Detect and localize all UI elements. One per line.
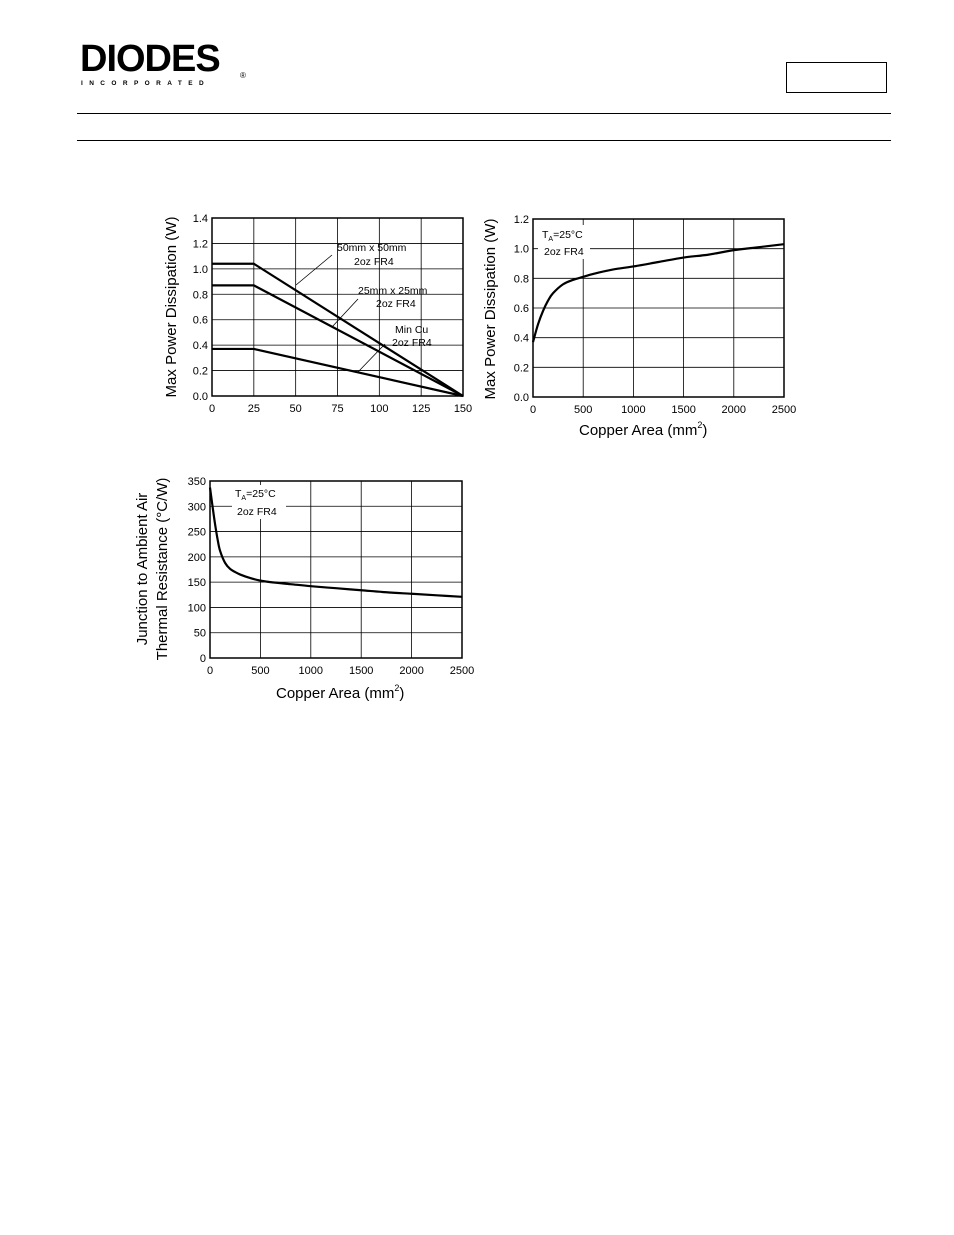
chart3-y-tick-label: 50 (193, 627, 206, 640)
chart1-y-tick-label: 0.6 (192, 314, 208, 327)
chart2-note-t: T (542, 229, 549, 241)
diodes-logo (80, 40, 250, 88)
chart1-y-tick-label: 1.0 (192, 263, 208, 276)
chart1-y-tick-label: 0.8 (192, 289, 208, 302)
header-rule-bottom (77, 140, 891, 141)
chart3-note-rest: =25°C (246, 488, 276, 500)
chart1-x-tick-label: 0 (208, 403, 216, 415)
chart3-y-axis-label-line1: Junction to Ambient Air (134, 492, 151, 646)
chart3-y-tick-label: 0 (199, 653, 206, 665)
chart2-x-axis-label (579, 420, 707, 439)
chart1-annotation-mincu (358, 324, 432, 372)
header-rule-top (77, 113, 891, 114)
chart3-x-axis-label-main: Copper Area (mm (276, 685, 395, 702)
chart1-annotation-25mm-line2: 2oz FR4 (376, 298, 416, 310)
chart2-x-axis-label-end: ) (702, 422, 708, 439)
chart3-x-tick-label: 500 (251, 665, 270, 677)
chart1-x-tick-label: 50 (289, 403, 302, 415)
chart3-y-tick-label: 250 (187, 526, 206, 539)
chart2-y-tick-label: 0.4 (513, 332, 529, 345)
chart2-x-axis-label-main: Copper Area (mm (579, 422, 698, 439)
chart3-y-tick-label: 150 (187, 577, 206, 590)
chart2-note-line1 (542, 229, 583, 243)
chart1-y-axis-label: Max Power Dissipation (W) (163, 216, 180, 398)
chart3-x-tick-label: 2500 (449, 665, 475, 677)
chart3-y-tick-label: 300 (187, 501, 206, 514)
chart2-y-tick-label: 1.2 (513, 214, 529, 226)
chart3-x-tick-label: 1000 (298, 665, 324, 677)
chart-power-derating-svg (160, 205, 480, 430)
chart1-annotation-25mm (332, 285, 428, 327)
chart2-x-axis-label-sup: 2 (697, 420, 703, 430)
chart1-x-tick-label: 75 (331, 403, 344, 415)
chart-thermal-resistance (130, 468, 480, 708)
chart2-x-tick-label: 2000 (721, 404, 747, 416)
chart2-x-tick-label: 500 (574, 404, 593, 416)
chart1-annotation-50mm-line1: 50mm x 50mm (337, 242, 407, 254)
part-number-box (786, 62, 887, 93)
chart1-x-tick-label: 25 (247, 403, 260, 415)
chart-thermal-resistance-svg (130, 468, 480, 708)
chart2-x-tick-label: 2500 (771, 404, 797, 416)
chart3-note-t: T (235, 488, 242, 500)
chart3-x-tick-label: 0 (206, 665, 214, 677)
chart1-y-tick-label: 1.2 (192, 238, 208, 251)
chart3-y-tick-label: 100 (187, 602, 206, 615)
chart1-x-tick-label: 100 (370, 403, 389, 415)
chart1-annotation-50mm-line2: 2oz FR4 (354, 256, 394, 268)
chart2-y-tick-label: 0.6 (513, 303, 529, 315)
chart1-y-tick-label: 1.4 (192, 213, 208, 225)
chart1-annotation-mincu-line2: 2oz FR4 (392, 337, 432, 349)
chart1-y-tick-label: 0.0 (192, 391, 208, 403)
chart1-annotation-50mm (296, 242, 407, 285)
chart1-annotation-mincu-line1: Min Cu (395, 324, 429, 336)
logo-registered-mark: ® (240, 71, 246, 80)
chart-power-vs-copper-area (480, 205, 810, 445)
chart2-note-rest: =25°C (553, 229, 583, 241)
chart3-x-axis-label (276, 683, 404, 702)
chart-power-vs-copper-area-svg (480, 205, 810, 445)
chart1-leader-25mm (332, 299, 358, 327)
chart2-y-tick-label: 0.0 (513, 392, 529, 404)
chart3-y-tick-label: 200 (187, 551, 206, 564)
chart1-annotation-25mm-line1: 25mm x 25mm (358, 285, 428, 297)
chart1-leader-50mm (296, 255, 332, 285)
chart2-x-tick-label: 0 (529, 404, 537, 416)
chart2-x-tick-label: 1500 (671, 404, 696, 416)
chart3-note-sub: A (241, 495, 247, 502)
chart-power-derating (160, 205, 480, 430)
chart2-note-line2: 2oz FR4 (544, 246, 584, 258)
chart1-y-tick-label: 0.4 (192, 340, 208, 353)
chart2-y-tick-label: 1.0 (513, 243, 529, 256)
chart2-y-tick-label: 0.8 (513, 273, 529, 286)
logo-subtext: INCORPORATED (81, 80, 211, 87)
chart2-note-sub: A (548, 236, 554, 243)
chart1-x-tick-label: 125 (411, 403, 431, 415)
chart1-x-tick-label: 150 (453, 403, 473, 415)
chart3-x-axis-label-sup: 2 (394, 683, 400, 693)
chart3-note-line1 (235, 488, 276, 502)
chart3-y-axis-label-line2: Thermal Resistance (°C/W) (154, 477, 171, 661)
logo-wordmark: DIODES (80, 40, 220, 80)
chart3-x-axis-label-end: ) (399, 685, 405, 702)
chart3-note-line2: 2oz FR4 (237, 506, 277, 518)
chart3-x-tick-label: 1500 (348, 665, 374, 677)
chart1-y-tick-label: 0.2 (192, 365, 208, 378)
chart2-x-tick-label: 1000 (621, 404, 646, 416)
chart2-y-tick-label: 0.2 (513, 362, 529, 375)
chart3-y-tick-label: 350 (187, 476, 206, 488)
chart2-y-axis-label: Max Power Dissipation (W) (482, 218, 499, 400)
chart3-x-tick-label: 2000 (399, 665, 424, 677)
